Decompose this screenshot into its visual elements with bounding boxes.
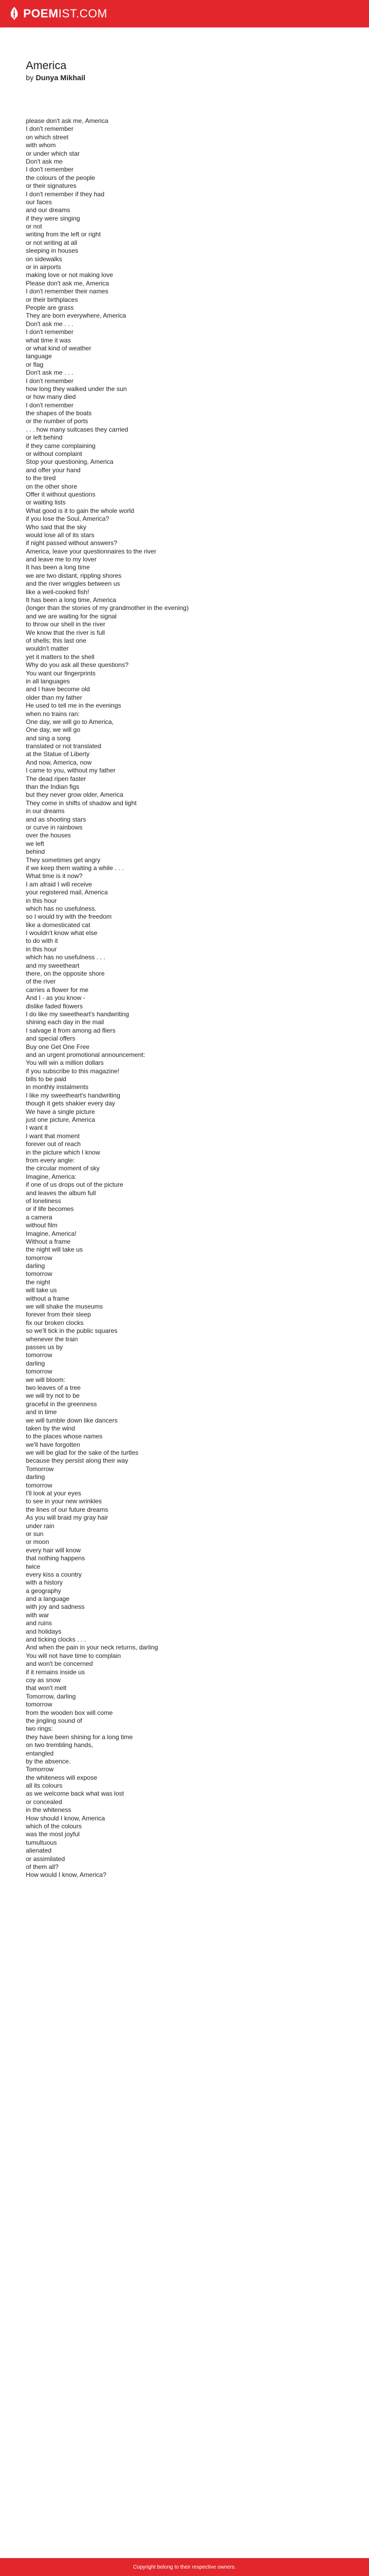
- poem-line: and in time: [26, 1408, 57, 1416]
- poem-line: People are grass: [26, 303, 74, 311]
- poem-line: or not: [26, 223, 42, 231]
- poem-line: though it gets shakier every day: [26, 1100, 115, 1108]
- poem-line: Without a frame: [26, 1237, 71, 1245]
- poem-line: And now, America, now: [26, 758, 92, 766]
- poem-line: The dead ripen faster: [26, 775, 86, 783]
- poem-line: older than my father: [26, 693, 82, 701]
- poem-line: Don't ask me . . .: [26, 320, 73, 328]
- poem-line: . . . how many suitcases they carried: [26, 425, 129, 433]
- poem-body: [26, 117, 342, 1879]
- poem-line: And when the pain in your neck returns, darling: [26, 1644, 158, 1652]
- poem-line: to throw our shell in the river: [26, 621, 105, 628]
- poem-line: making love or not making love: [26, 271, 113, 279]
- poem-line: or if life becomes: [26, 1205, 74, 1213]
- poem-line: or curve in rainbows: [26, 823, 83, 831]
- poem-line: They are born everywhere, America: [26, 312, 127, 320]
- poem-line: would lose all of its stars: [26, 531, 95, 539]
- poem-byline: [26, 73, 342, 82]
- poem-line: so we'll tick in the public squares: [26, 1327, 118, 1335]
- poem-line: or moon: [26, 1538, 50, 1546]
- poem-line: You will not have time to complain: [26, 1652, 121, 1659]
- poem-line: and an urgent promotional announcement:: [26, 1051, 145, 1058]
- poem-line: You want our fingerprints: [26, 669, 96, 677]
- poem-line: whenever the train: [26, 1335, 78, 1343]
- poem-line: It has been a long time: [26, 564, 90, 571]
- poem-line: fix our broken clocks: [26, 1319, 84, 1327]
- poem-line: on two trembling hands,: [26, 1741, 93, 1749]
- poem-line: in monthly instalments: [26, 1083, 89, 1091]
- poem-line: Imagine, America!: [26, 1229, 77, 1237]
- poem-line: that won't melt: [26, 1684, 66, 1692]
- poem-line: and special offers: [26, 1035, 75, 1043]
- poem-line: like a domesticated cat: [26, 921, 91, 929]
- poem-line: (longer than the stories of my grandmother in the evening): [26, 604, 189, 612]
- poem-title: America: [26, 60, 67, 72]
- poem-line: How should I know, America: [26, 1814, 105, 1822]
- poem-line: if you subscribe to this magazine!: [26, 1067, 120, 1075]
- poem-line: if it remains inside us: [26, 1668, 85, 1676]
- poem-line: we will try not to be: [26, 1392, 80, 1400]
- poem-line: tomorrow: [26, 1368, 53, 1376]
- poem-line: of loneliness: [26, 1197, 61, 1205]
- poem-line: on sidewalks: [26, 255, 62, 263]
- poem-line: I want that moment: [26, 1132, 80, 1140]
- poem-line: if they came complaining: [26, 442, 96, 450]
- poem-line: we left: [26, 839, 44, 847]
- logo-wordmark: [23, 7, 108, 21]
- poem-line: What time is it now?: [26, 872, 83, 880]
- poem-line: tomorrow: [26, 1481, 53, 1489]
- poem-line: and as shooting stars: [26, 815, 86, 823]
- poem-line: we will bloom:: [26, 1376, 65, 1384]
- poem-line: than the Indian figs: [26, 783, 80, 791]
- poem-line: Tomorrow: [26, 1766, 54, 1773]
- poem-line: two rings:: [26, 1725, 53, 1733]
- poem-line: I don't remember: [26, 125, 74, 133]
- poem-line: a camera: [26, 1213, 53, 1221]
- poem-line: the whiteness will expose: [26, 1773, 98, 1781]
- poem-line: I'll look at your eyes: [26, 1490, 82, 1497]
- poem-line: Offer it without questions: [26, 490, 95, 498]
- poem-line: the shapes of the boats: [26, 409, 92, 417]
- poem-line: coy as snow: [26, 1676, 61, 1684]
- poem-line: every kiss a country: [26, 1570, 82, 1578]
- poem-line: darling: [26, 1262, 45, 1270]
- poem-line: we are two distant, rippling shores: [26, 571, 122, 579]
- poem-line: and sing a song: [26, 734, 71, 742]
- poem-line: or not writing at all: [26, 238, 77, 246]
- poem-line: You will win a million dollars: [26, 1059, 104, 1067]
- poem-line: yet it matters to the shell: [26, 653, 95, 661]
- poem-line: As you will braid my gray hair: [26, 1514, 109, 1522]
- poem-line: Why do you ask all these questions?: [26, 661, 129, 669]
- poem-line: just one picture, America: [26, 1116, 95, 1124]
- poem-line: we will be glad for the sake of the turtles: [26, 1449, 139, 1457]
- poem-line: as we welcome back what was lost: [26, 1790, 124, 1798]
- poem-line: I don't remember if they had: [26, 190, 105, 198]
- poem-line: wouldn't matter: [26, 645, 69, 653]
- poem-line: and we are waiting for the signal: [26, 612, 117, 620]
- poem-line: or concealed: [26, 1798, 62, 1806]
- poem-line: by the absence.: [26, 1757, 71, 1765]
- poem-line: and leaves the album full: [26, 1189, 96, 1197]
- poem-line: a geography: [26, 1587, 61, 1595]
- poem-line: at the Statue of Liberty: [26, 750, 90, 758]
- poem-line: from the wooden box will come: [26, 1709, 113, 1716]
- poem-line: tomorrow: [26, 1270, 53, 1278]
- poem-line: taken by the wind: [26, 1424, 75, 1432]
- poem-line: if we keep them waiting a while . . .: [26, 864, 124, 872]
- poem-line: our faces: [26, 198, 52, 206]
- poem-line: forever from their sleep: [26, 1311, 91, 1319]
- poem-line: translated or not translated: [26, 742, 101, 750]
- poem-line: I do like my sweetheart's handwriting: [26, 1010, 129, 1018]
- poem-line: I salvage it from among ad fliers: [26, 1026, 116, 1034]
- poem-line: so I would try with the freedom: [26, 913, 112, 921]
- poem-line: the lines of our future dreams: [26, 1505, 109, 1513]
- poem-line: I wouldn't know what else: [26, 929, 98, 937]
- poem-line: I came to you, without my father: [26, 767, 116, 775]
- site-header: [0, 0, 369, 27]
- poem-line: that nothing happens: [26, 1554, 85, 1562]
- poem-line: to see in your new wrinkles: [26, 1497, 102, 1505]
- poem-line: tomorrow: [26, 1701, 53, 1709]
- poem-line: He used to tell me in the evenings: [26, 702, 121, 710]
- poem-heading: [26, 59, 342, 82]
- poem-line: to do with it: [26, 937, 58, 945]
- poem-line: or sun: [26, 1530, 44, 1538]
- poem-line: and the river wriggles between us: [26, 580, 120, 588]
- poem-line: we'll have forgotten: [26, 1440, 81, 1448]
- poem-line: to the places whose names: [26, 1433, 103, 1440]
- poem-line: the circular moment of sky: [26, 1165, 100, 1172]
- poem-line: tomorrow: [26, 1351, 53, 1359]
- poem-line: Tomorrow: [26, 1465, 54, 1473]
- poem-line: how long they walked under the sun: [26, 385, 127, 393]
- poem-line: dislike faded flowers: [26, 1002, 83, 1010]
- poem-line: or waiting lists: [26, 499, 66, 507]
- poem-line: bills to be paid: [26, 1075, 66, 1083]
- poem-line: the night will take us: [26, 1246, 83, 1254]
- poem-line: It has been a long time, America: [26, 596, 116, 604]
- byline-prefix: by: [26, 73, 34, 82]
- poem-line: or in airports: [26, 263, 61, 271]
- poem-line: what time it was: [26, 336, 71, 344]
- logo-brand: POEM: [23, 7, 59, 20]
- poem-line: which has no usefulness.: [26, 904, 97, 912]
- footer-copyright: Copyright belong to their respective owners.: [133, 2564, 236, 2570]
- poem-line: with whom: [26, 141, 56, 149]
- poem-line: I am afraid I will receive: [26, 880, 92, 888]
- poem-line: the night: [26, 1278, 51, 1286]
- poem-line: Please don't ask me, America: [26, 279, 109, 287]
- poem-line: will take us: [26, 1286, 57, 1294]
- poem-line: which of the colours: [26, 1823, 82, 1830]
- poem-line: Stop your questioning, America: [26, 458, 114, 466]
- poem-line: How would I know, America?: [26, 1871, 106, 1879]
- poem-line: two leaves of a tree: [26, 1384, 81, 1391]
- poem-line: forever out of reach: [26, 1140, 81, 1148]
- poem-line: twice: [26, 1562, 41, 1570]
- site-footer: [0, 2558, 369, 2576]
- poem-line: One day, we will go: [26, 726, 81, 734]
- poem-line: writing from the left or right: [26, 231, 101, 238]
- poem-line: every hair will know: [26, 1546, 81, 1554]
- poem-line: They sometimes get angry: [26, 856, 101, 864]
- poem-line: when no trains ran:: [26, 710, 80, 718]
- poem-line: darling: [26, 1359, 45, 1367]
- poem-line: sleeping in houses: [26, 247, 79, 255]
- poem-author[interactable]: Dunya Mikhail: [35, 73, 85, 82]
- poem-line: I don't remember: [26, 166, 74, 174]
- poem-line: and holidays: [26, 1627, 62, 1635]
- poem-line: Imagine, America:: [26, 1172, 77, 1180]
- poem-line: they have been shining for a long time: [26, 1733, 133, 1741]
- poem-line: and I have become old: [26, 685, 90, 693]
- poem-line: alienated: [26, 1847, 52, 1855]
- poem-line: all its colours: [26, 1782, 63, 1790]
- poem-line: on which street: [26, 133, 69, 141]
- poem-line: like a well-cooked fish!: [26, 588, 90, 596]
- poem-line: or under which star: [26, 149, 80, 157]
- poem-line: Don't ask me . . .: [26, 369, 73, 377]
- poem-line: What good is it to gain the whole world: [26, 507, 134, 514]
- site-logo[interactable]: [8, 6, 108, 21]
- poem-line: from every angle:: [26, 1157, 75, 1164]
- poem-line: language: [26, 352, 52, 360]
- poem-line: carries a flower for me: [26, 986, 89, 994]
- poem-line: or how many died: [26, 393, 76, 401]
- logo-suffix: IST.COM: [58, 7, 108, 20]
- poem-line: which has no usefulness . . .: [26, 953, 105, 961]
- poem-line: I don't remember their names: [26, 288, 109, 295]
- poem-line: if one of us drops out of the picture: [26, 1181, 123, 1189]
- poem-line: graceful in the greenness: [26, 1400, 97, 1408]
- poem-line: if you lose the Soul, America?: [26, 515, 110, 523]
- poem-line: because they persist along their way: [26, 1457, 129, 1465]
- poem-line: was the most joyful: [26, 1830, 80, 1838]
- poem-line: in our dreams: [26, 807, 65, 815]
- poem-line: tomorrow: [26, 1254, 53, 1262]
- poem-line: Tomorrow, darling: [26, 1692, 76, 1700]
- poem-line: with a history: [26, 1579, 63, 1587]
- poem-line: in the picture which I know: [26, 1148, 100, 1156]
- poem-line: there, on the opposite shore: [26, 970, 105, 978]
- poem-line: or without complaint: [26, 450, 82, 458]
- poem-line: if they were singing: [26, 214, 80, 222]
- poem-line: if night passed without answers?: [26, 539, 118, 547]
- poem-line: shining each day in the mail: [26, 1018, 104, 1026]
- poem-line: with war: [26, 1611, 50, 1619]
- poem-line: of them all?: [26, 1863, 59, 1871]
- poem-line: without film: [26, 1222, 58, 1229]
- poem-line: behind: [26, 848, 45, 856]
- poem-line: And I - as you know -: [26, 994, 85, 1002]
- poem-line: I want it: [26, 1124, 48, 1132]
- poem-line: but they never grow older, America: [26, 791, 123, 799]
- poem-line: in all languages: [26, 677, 70, 685]
- poem-line: or left behind: [26, 434, 63, 442]
- poem-line: we will shake the museums: [26, 1303, 103, 1311]
- poem-line: over the houses: [26, 832, 71, 839]
- poem-line: Who said that the sky: [26, 523, 86, 531]
- poem-line: or their signatures: [26, 182, 77, 190]
- poem-line: America, leave your questionnaires to the river: [26, 547, 157, 555]
- poem-line: and a language: [26, 1595, 70, 1603]
- poem-line: and my sweetheart: [26, 961, 80, 969]
- poem-line: and ticking clocks . . .: [26, 1636, 86, 1644]
- poem-line: and our dreams: [26, 206, 71, 214]
- poem-line: of the river: [26, 978, 56, 986]
- poem-line: or their birthplaces: [26, 295, 78, 303]
- poem-line: we will tumble down like dancers: [26, 1416, 118, 1424]
- poem-line: Buy one Get One Free: [26, 1043, 90, 1051]
- poem-line: without a frame: [26, 1294, 70, 1302]
- poem-line: your registered mail, America: [26, 889, 108, 896]
- poem-line: or the number of ports: [26, 417, 89, 425]
- poem-line: I don't remember: [26, 328, 74, 336]
- poem-line: I don't remember: [26, 377, 74, 385]
- poem-line: and won't be concerned: [26, 1660, 93, 1668]
- quill-pen-icon: [8, 6, 20, 21]
- poem-line: the jingling sound of: [26, 1716, 82, 1724]
- poem-line: or what kind of weather: [26, 344, 92, 352]
- poem-line: We have a single picture: [26, 1108, 95, 1115]
- poem-line: or assimilated: [26, 1855, 65, 1863]
- poem-line: in the whiteness: [26, 1806, 72, 1814]
- poem-line: Don't ask me: [26, 157, 63, 165]
- poem-line: darling: [26, 1473, 45, 1481]
- poem-line: We know that the river is full: [26, 628, 105, 636]
- poem-line: entangled: [26, 1749, 54, 1757]
- poem-line: I like my sweetheart's handwriting: [26, 1091, 121, 1099]
- poem-line: tumultuous: [26, 1838, 57, 1846]
- poem-line: under rain: [26, 1522, 55, 1530]
- poem-line: or flag: [26, 360, 44, 368]
- poem-line: and leave me to my lover: [26, 556, 97, 564]
- poem-line: They come in shifts of shadow and light: [26, 799, 137, 807]
- poem-line: in this hour: [26, 896, 57, 904]
- poem-line: and offer your hand: [26, 466, 81, 474]
- poem-line: of shells; this last one: [26, 637, 86, 644]
- poem-line: passes us by: [26, 1343, 63, 1351]
- poem-line: with joy and sadness: [26, 1603, 85, 1611]
- poem-line: on the other shore: [26, 482, 77, 490]
- poem-line: please don't ask me, America: [26, 117, 109, 125]
- poem-line: and ruins: [26, 1619, 52, 1627]
- poem-line: One day, we will go to America,: [26, 718, 114, 726]
- poem-line: in this hour: [26, 945, 57, 953]
- poem-line: to the tired: [26, 474, 56, 482]
- poem-line: the colours of the people: [26, 174, 95, 182]
- poem-line: I don't remember: [26, 401, 74, 409]
